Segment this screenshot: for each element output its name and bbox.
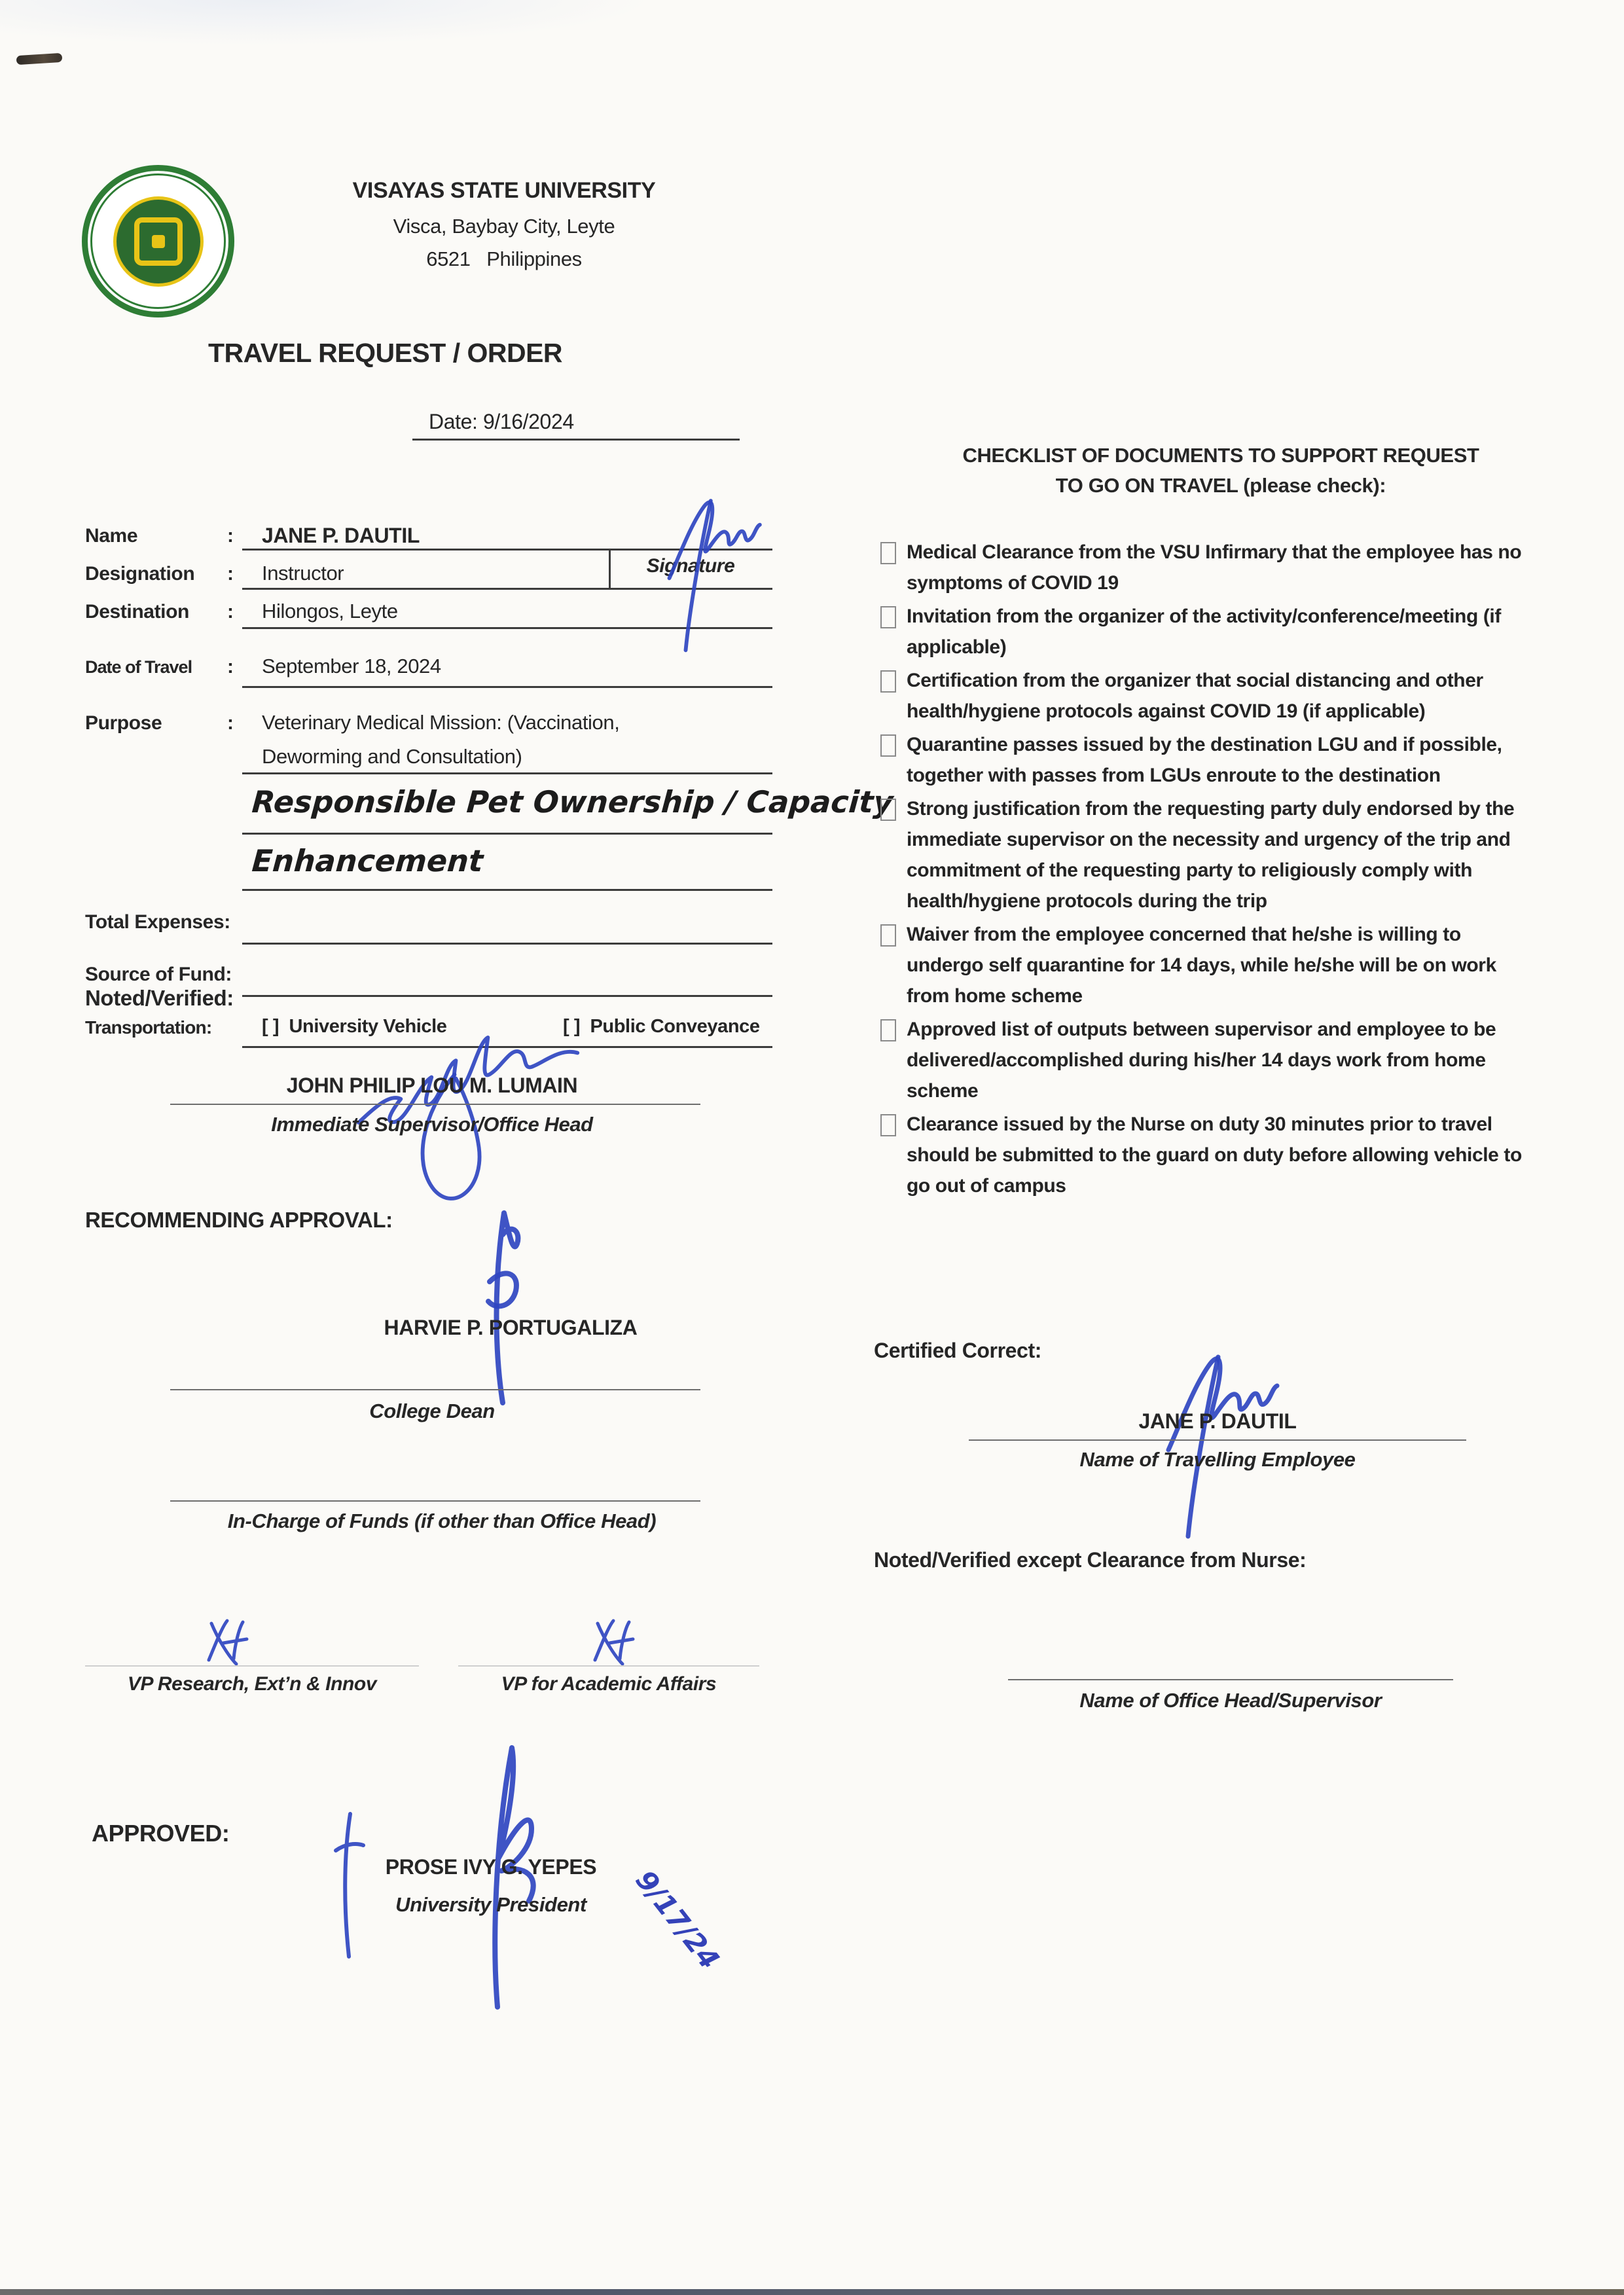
checklist-item-text: Waiver from the employee concerned that he/she is willing to undergo self quarantine for 14 days, while he/she will be on work from home scheme — [907, 924, 1496, 1007]
president-name: PROSE IVY G. YEPES — [385, 1855, 597, 1879]
total-expenses-label: Total Expenses: — [85, 911, 230, 933]
yepes-signature-flourish — [331, 1810, 370, 1961]
purpose-underline — [242, 772, 772, 774]
date-underline — [412, 439, 740, 441]
checklist-item-text: Strong justification from the requesting party duly endorsed by the immediate supervisor on the necessity and urgency of the trip and commitment of the requesting party to religiously comply with health/hygiene protocols during the trip — [907, 798, 1515, 912]
in-charge-label: In-Charge of Funds (if other than Office Head) — [227, 1509, 657, 1532]
signature-box-label: Signature — [646, 555, 735, 577]
office-head-role: Name of Office Head/Supervisor — [1079, 1689, 1382, 1712]
scan-edge-bar — [0, 2289, 1624, 2295]
university-name: VISAYAS STATE UNIVERSITY — [352, 178, 656, 203]
purpose-value-line2: Deworming and Consultation) — [262, 745, 522, 768]
travelling-employee-name: JANE P. DAUTIL — [1138, 1409, 1297, 1433]
portugaliza-signature — [452, 1203, 550, 1406]
designation-value: Instructor — [262, 562, 344, 585]
date-of-travel-underline — [242, 686, 772, 688]
document-title: TRAVEL REQUEST / ORDER — [208, 338, 563, 368]
certified-correct-heading: Certified Correct: — [874, 1339, 1041, 1362]
checkbox-icon — [880, 670, 896, 693]
total-expenses-underline — [242, 943, 772, 945]
scan-smudge — [0, 0, 655, 46]
transportation-label: Transportation: — [85, 1017, 212, 1038]
vp-research-label: VP Research, Ext’n & Innov — [127, 1673, 377, 1695]
checklist-item — [880, 665, 1555, 727]
checklist-item — [880, 729, 1555, 791]
address-line-1: Visca, Baybay City, Leyte — [393, 215, 615, 238]
scan-pen-mark — [16, 53, 63, 65]
destination-label: Destination — [85, 601, 189, 623]
noted-except-heading: Noted/Verified except Clearance from Nurse: — [874, 1548, 1307, 1572]
supervisor-role: Immediate Supervisor/Office Head — [271, 1113, 593, 1136]
handwritten-underline-2 — [242, 889, 772, 891]
date-of-travel-value: September 18, 2024 — [262, 655, 441, 678]
designation-colon: : — [227, 563, 234, 585]
date-of-travel-label: Date of Travel — [85, 657, 192, 677]
date-line: Date: 9/16/2024 — [429, 410, 574, 433]
vp-research-initials-signature — [200, 1616, 252, 1668]
checklist-item — [880, 919, 1555, 1011]
checklist-item-text: Invitation from the organizer of the activity/conference/meeting (if applicable) — [907, 605, 1501, 658]
designation-label: Designation — [85, 563, 195, 585]
dautil-signature-bottom — [1155, 1319, 1280, 1568]
approved-handwritten-date: 9/17/24 — [629, 1864, 726, 1976]
purpose-colon: : — [227, 712, 234, 734]
university-seal — [82, 165, 234, 317]
noted-verified-heading: Noted/Verified: — [85, 986, 234, 1010]
source-of-fund-label: Source of Fund: — [85, 964, 232, 985]
office-head-line — [1008, 1679, 1453, 1680]
dautil-signature-top — [648, 491, 772, 655]
dean-line — [170, 1389, 700, 1390]
supervisor-line — [170, 1104, 700, 1105]
checklist-heading-line1: CHECKLIST OF DOCUMENTS TO SUPPORT REQUEST — [962, 444, 1479, 467]
checkbox-icon — [880, 1114, 896, 1136]
checklist-item — [880, 601, 1555, 662]
checklist-item-text: Quarantine passes issued by the destination LGU and if possible, together with passes from LGUs enroute to the destination — [907, 734, 1502, 786]
vp-academic-line — [458, 1665, 759, 1667]
approved-heading: APPROVED: — [92, 1820, 230, 1847]
handwritten-purpose-line1: Responsible Pet Ownership / Capacity — [251, 784, 895, 820]
transport-option-university-vehicle: [ ] University Vehicle — [262, 1016, 447, 1037]
lumain-signature — [353, 994, 584, 1223]
travelling-employee-line — [969, 1439, 1466, 1441]
checkbox-icon — [880, 924, 896, 947]
address-line-2: 6521 Philippines — [426, 247, 582, 270]
checklist-heading-line2: TO GO ON TRAVEL (please check): — [1055, 474, 1386, 497]
vp-research-line — [85, 1665, 419, 1667]
president-role: University President — [395, 1893, 586, 1916]
checklist-item-text: Medical Clearance from the VSU Infirmary that the employee has no symptoms of COVID 19 — [907, 541, 1522, 594]
destination-colon: : — [227, 601, 234, 623]
checkbox-icon — [880, 734, 896, 757]
transport-option-public-conveyance: [ ] Public Conveyance — [563, 1016, 760, 1037]
name-label: Name — [85, 525, 138, 547]
recommending-approval-heading: RECOMMENDING APPROVAL: — [85, 1208, 393, 1232]
vp-academic-label: VP for Academic Affairs — [501, 1673, 717, 1695]
checklist — [880, 537, 1555, 1204]
checklist-item-text: Approved list of outputs between supervisor and employee to be delivered/accomplished during his/her 14 days work from home scheme — [907, 1019, 1496, 1102]
checklist-item-text: Certification from the organizer that social distancing and other health/hygiene protocols against COVID 19 (if applicable) — [907, 670, 1483, 722]
checklist-item — [880, 793, 1555, 916]
checklist-item — [880, 1014, 1555, 1106]
checkbox-icon — [880, 606, 896, 628]
checklist-item — [880, 1109, 1555, 1201]
in-charge-line — [170, 1500, 700, 1502]
dean-name: HARVIE P. PORTUGALIZA — [384, 1316, 638, 1339]
checkbox-icon — [880, 1019, 896, 1041]
dean-role: College Dean — [369, 1400, 495, 1422]
checklist-item-text: Clearance issued by the Nurse on duty 30 minutes prior to travel should be submitted to the guard on duty before allowing vehicle to go out of campus — [907, 1113, 1522, 1197]
vp-academic-initials-signature — [586, 1616, 638, 1668]
checklist-item — [880, 537, 1555, 598]
handwritten-underline-1 — [242, 833, 772, 835]
handwritten-purpose-line2: Enhancement — [251, 843, 484, 878]
date-of-travel-colon: : — [227, 656, 234, 678]
purpose-label: Purpose — [85, 712, 162, 734]
checkbox-icon — [880, 799, 896, 821]
travelling-employee-role: Name of Travelling Employee — [1079, 1448, 1356, 1471]
checkbox-icon — [880, 542, 896, 564]
purpose-value-line1: Veterinary Medical Mission: (Vaccination, — [262, 711, 620, 734]
name-value: JANE P. DAUTIL — [262, 524, 420, 547]
supervisor-name: JOHN PHILIP LOU M. LUMAIN — [286, 1074, 578, 1097]
destination-value: Hilongos, Leyte — [262, 600, 398, 623]
name-colon: : — [227, 525, 234, 547]
